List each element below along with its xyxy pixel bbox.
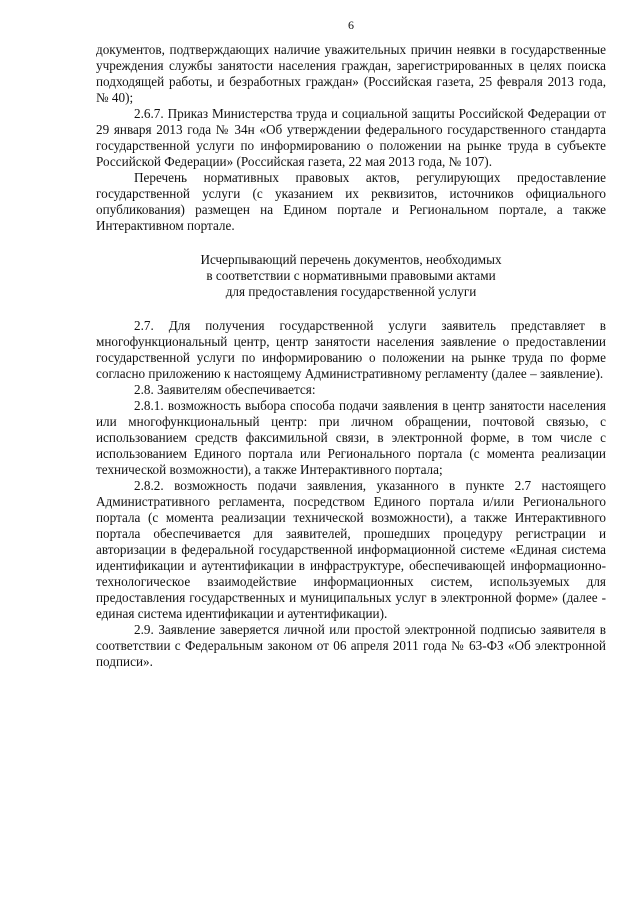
section-heading <box>96 252 606 300</box>
paragraph-2-9: 2.9. Заявление заверяется личной или простой электронной подписью заявителя в соответствии с Федеральным законом от 06 апреля 2011 года № 63-ФЗ «Об электронной подписи». <box>96 622 606 669</box>
paragraph-continuation: документов, подтверждающих наличие уважительных причин неявки в государственные учреждения службы занятости населения граждан, зарегистрированных в целях поиска подходящей работы, и безработных граждан» (Российская газета, 25 февраля 2013 года, № 40); <box>96 42 606 105</box>
heading-line: Исчерпывающий перечень документов, необходимых <box>200 252 502 267</box>
heading-line: для предоставления государственной услуги <box>225 284 477 299</box>
paragraph-2-8: 2.8. Заявителям обеспечивается: <box>134 382 316 397</box>
page-number: 6 <box>348 18 354 32</box>
document-page <box>96 18 606 670</box>
paragraph-2-8-1: 2.8.1. возможность выбора способа подачи заявления в центр занятости населения или многофункциональный центр: при личном обращении, почтовой связью, с использованием средств факсимильной связи, в электронной форме, в том числе с использованием Единого портала или Регионального портала (с момента реализации технической возможности), а также Интерактивного портала; <box>96 398 606 477</box>
paragraph-2-8-2: 2.8.2. возможность подачи заявления, указанного в пункте 2.7 настоящего Административного регламента, посредством Единого портала и/или Регионального портала (с момента реализации технической возможности), а также Интерактивного портала обеспечивается для заявителей, прошедших процедуру регистрации и авторизации в федеральной государственной информационной системе «Единая система идентификации и аутентификации в инфраструктуре, обеспечивающей информационно-технологическое взаимодействие информационных систем, используемых для предоставления государственных и муниципальных услуг в электронной форме» (далее - единая система идентификации и аутентификации). <box>96 478 606 621</box>
spacer <box>96 300 606 318</box>
paragraph-legal-acts-list: Перечень нормативных правовых актов, регулирующих предоставление государственной услуги (с указанием их реквизитов, источников официального опубликования) размещен на Едином портале и Региональном портале, а также Интерактивном портале. <box>96 170 606 233</box>
heading-line: в соответствии с нормативными правовыми актами <box>206 268 496 283</box>
spacer <box>96 234 606 252</box>
paragraph-2-6-7: 2.6.7. Приказ Министерства труда и социальной защиты Российской Федерации от 29 января 2013 года № 34н «Об утверждении федерального государственного стандарта государственной услуги по информированию о положении на рынке труда в субъекте Российской Федерации» (Российская газета, 22 мая 2013 года, № 107). <box>96 106 606 169</box>
paragraph-2-7: 2.7. Для получения государственной услуги заявитель представляет в многофункциональный центр, центр занятости населения заявление о предоставлении государственной услуги по информированию о положении на рынке труда по форме согласно приложению к настоящему Административному регламенту (далее – заявление). <box>96 318 606 381</box>
